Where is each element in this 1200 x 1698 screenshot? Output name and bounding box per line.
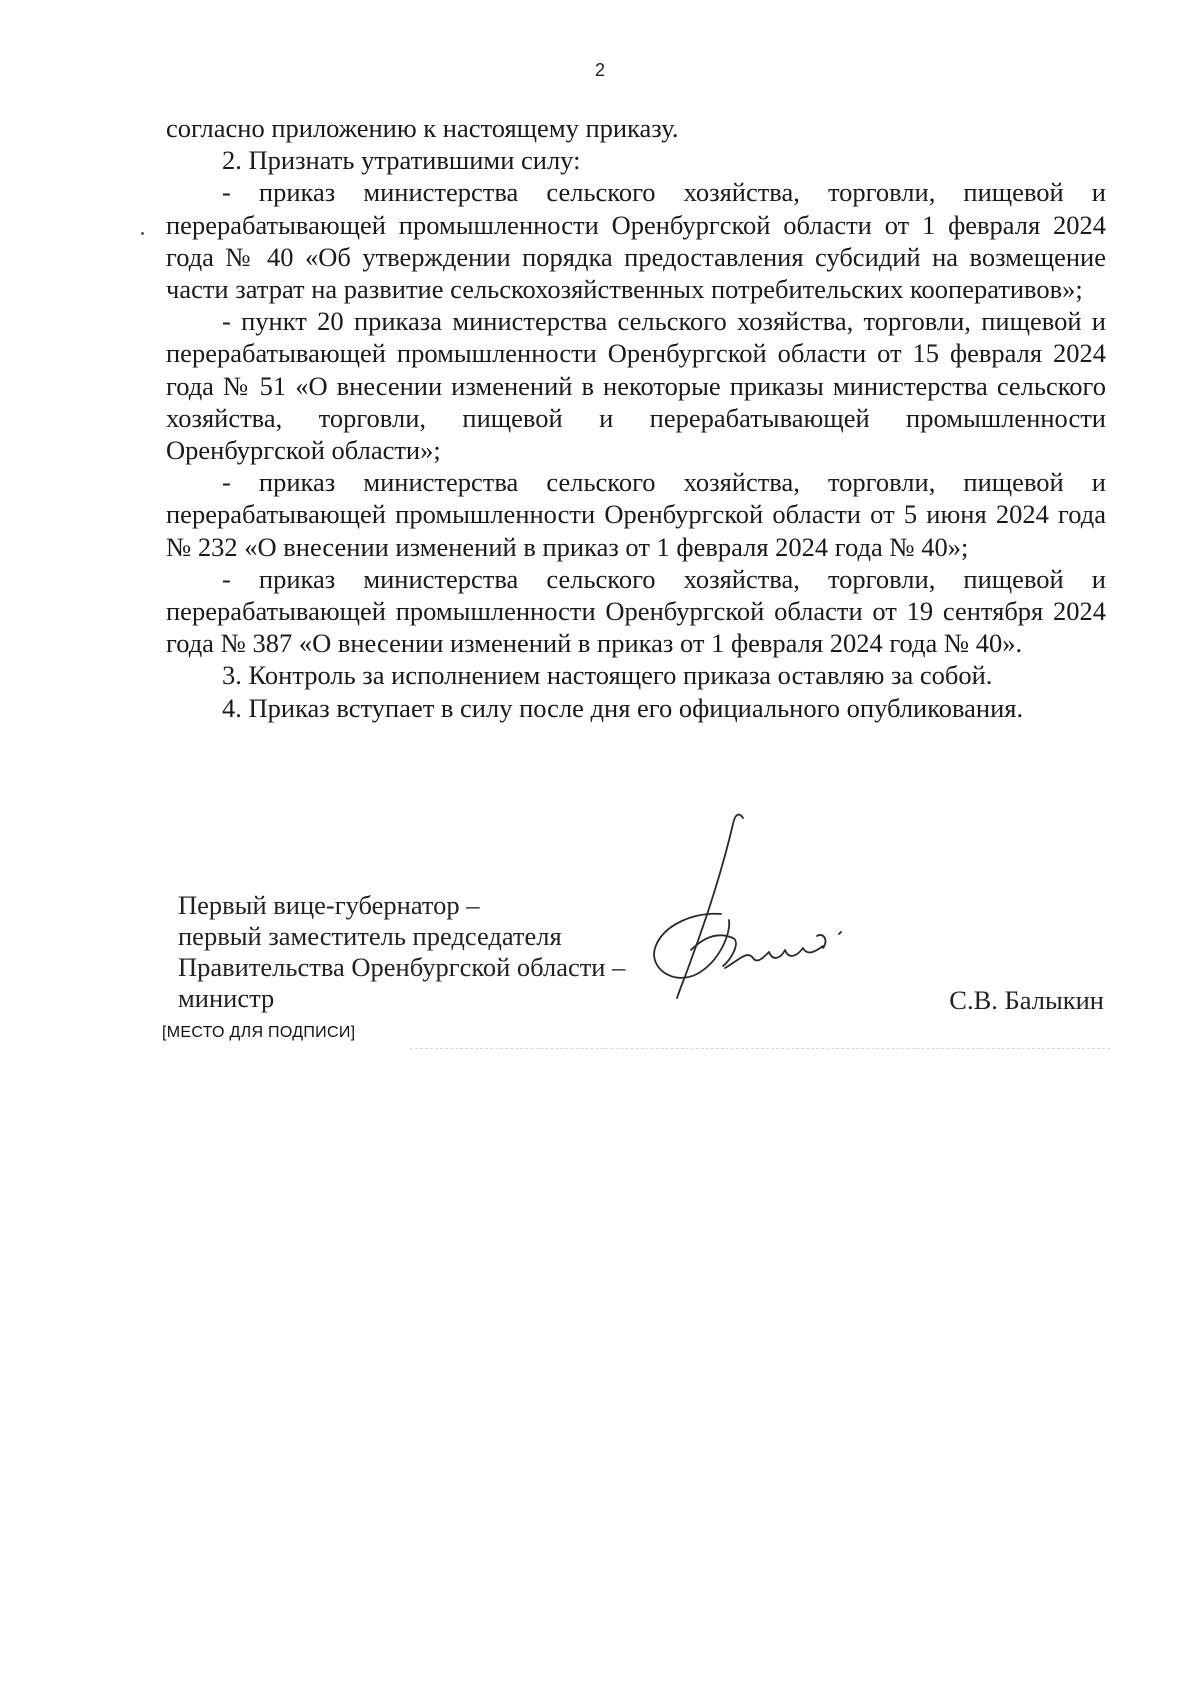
paragraph-item-2: 2. Признать утратившими силу:: [222, 145, 581, 176]
paragraph-repeal-order-232: - приказ министерства сельского хозяйства, торговли, пищевой и перерабатывающей промышленности Оренбургской области от 5 июня 2024 года № 232 «О внесении изменений в приказ от 1 февраля 2024 года № 40»;: [166, 467, 1106, 562]
signatory-title-line: первый заместитель председателя: [178, 921, 562, 951]
paragraph-repeal-order-387: - приказ министерства сельского хозяйства, торговли, пищевой и перерабатывающей промышленности Оренбургской области от 19 сентября 2024 года № 387 «О внесении изменений в приказ от 1 февраля 2024 года № 40».: [166, 563, 1106, 659]
paragraph-item-4: 4. Приказ вступает в силу после дня его официального опубликования.: [222, 692, 1024, 723]
signatory-title-line: Первый вице-губернатор –: [178, 890, 480, 920]
signatory-title-line: министр: [178, 983, 275, 1013]
order-body-text: [166, 112, 1106, 724]
paragraph-repeal-order-51: - пункт 20 приказа министерства сельского хозяйства, торговли, пищевой и перерабатывающей промышленности Оренбургской области от 15 февраля 2024 года № 51 «О внесении изменений в некоторые приказы министерства сельского хозяйства, торговли, пищевой и перерабатывающей промышленности Оренбургской области»;: [166, 306, 1106, 466]
signatory-title-line: Правительства Оренбургской области –: [178, 952, 626, 982]
paragraph-item-3: 3. Контроль за исполнением настоящего приказа оставляю за собой.: [222, 660, 993, 691]
signature-placeholder: [МЕСТО ДЛЯ ПОДПИСИ]: [162, 1024, 356, 1041]
page-number: 2: [594, 60, 605, 80]
handwritten-signature-icon: [635, 810, 875, 1010]
paragraph-continuation: согласно приложению к настоящему приказу.: [166, 113, 679, 143]
scan-speck: [141, 232, 144, 235]
signatory-title: [178, 890, 625, 1014]
scan-dotted-line: [410, 1048, 1110, 1049]
signatory-name: С.В. Балыкин: [949, 985, 1104, 1015]
paragraph-repeal-order-40: - приказ министерства сельского хозяйства, торговли, пищевой и перерабатывающей промышленности Оренбургской области от 1 февраля 2024 года № 40 «Об утверждении порядка предоставления субсидий на возмещение части затрат на развитие сельскохозяйственных потребительских кооперативов»;: [166, 177, 1106, 305]
